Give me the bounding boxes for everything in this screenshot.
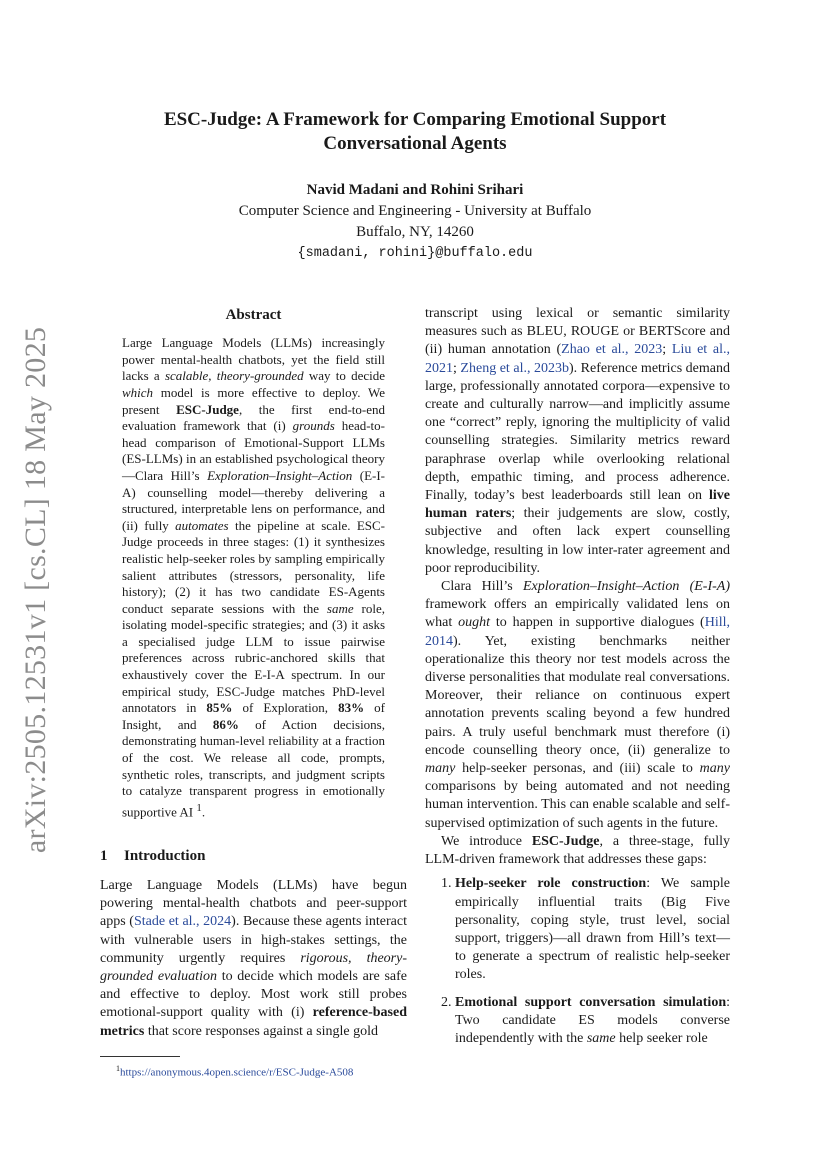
author-block xyxy=(100,180,730,264)
email: {smadani, rohini}@buffalo.edu xyxy=(297,246,533,261)
contribution-list xyxy=(425,875,730,1048)
abstract-text: Large Language Models (LLMs) increasingly power mental-health chatbots, yet the field still lacks a scalable, theory-grounded way to decide which model is more effective to deploy. We present ESC-Judge, the first end-to-end evaluation framework that (i) grounds head-to-head comparison of Emotional-Support LLMs (ES-LLMs) in an established psychological theory—Clara Hill’s Exploration–Insight–Action (E-I-A) counselling model—thereby delivering a structured, interpretable lens on performance, and (ii) fully automates the pipeline at scale. ESC-Judge proceeds in three stages: (1) it synthesizes realistic help-seeker roles by sampling empirically salient attributes (stressors, personality, life history); (2) it has two candidate ES-Agents conduct separate sessions with the same role, isolating model-specific strategies; and (3) it asks a specialised judge LLM to issue pairwise preferences across rubric-anchored skills that exhaustively cover the E-I-A spectrum. In our empirical study, ESC-Judge matches PhD-level annotators in 85% of Exploration, 83% of Insight, and 86% of Action decisions, demonstrating human-level reliability at a fraction of the cost. We release all code, prompts, synthetic roles, transcripts, and judgment scripts to catalyze transparent progress in emotionally supportive AI $^1$. xyxy=(122,335,386,820)
intro-paragraph-1-continued: transcript using lexical or semantic similarity measures such as BLEU, ROUGE or BERTScore and (ii) human annotation (Zhao et al., 2023; Liu et al., 2021; Zheng et al., 2023b). Reference metrics demand large, professionally annotated corpora—expensive to create and culturally narrow—and implicitly assume one “correct” reply, ignoring the multiplicity of valid counselling strategies. Similarity metrics reward paraphrase overlap while overlooking relational depth, empathic timing, and process adherence. Finally, today’s best leaderboards still lean on live human raters; their judgements are slow, costly, subjective and often lack expert counselling knowledge, resulting in low inter-rater agreement and poor reproducibility. xyxy=(425,306,730,576)
arxiv-identifier: arXiv:2505.12531v1 [cs.CL] 18 May 2025 xyxy=(19,326,52,854)
list-item: 2. Emotional support conversation simulation: Two candidate ES models converse independently with the same help seeker role xyxy=(455,994,730,1049)
affiliation: Computer Science and Engineering - University at Buffalo xyxy=(238,203,592,219)
intro-paragraph-2: Clara Hill’s Exploration–Insight–Action (E-I-A) framework offers an empirically validated lens on what ought to happen in supportive dialogues (Hill, 2014). Yet, existing benchmarks neither operationalize this theory nor test models across the diverse personalities that modulate real conversations. Moreover, their reliance on continuous expert annotation prevents scaling beyond a few hundred pairs. A truly useful benchmark must therefore (i) encode counselling theory once, (ii) generalize to many help-seeker personas, and (iii) scale to many comparisons by being automated and not needing human intervention. This can enable scalable and self-supervised optimization of such agents in the future. xyxy=(425,579,731,831)
citation-link[interactable]: Zhao et al., 2023 xyxy=(561,342,663,358)
footnote-link[interactable]: https://anonymous.4open.science/r/ESC-Judge-A508 xyxy=(120,1066,354,1079)
left-column xyxy=(100,306,407,1041)
section-heading-introduction: 1 Introduction xyxy=(100,847,206,864)
citation-link[interactable]: Zheng et al., 2023b xyxy=(460,360,569,376)
list-item: 1. Help-seeker role construction: We sample empirically influential traits (Big Five personality, coping style, trust level, social support, triggers)—all drawn from Hill’s text—to generate a spectrum of realistic help-seeker roles. xyxy=(455,875,730,984)
intro-paragraph-1: Large Language Models (LLMs) have begun powering mental-health chatbots and peer-support apps (Stade et al., 2024). Because these agents interact with vulnerable users in high-stakes settings, the community urgently requires rigorous, theory-grounded evaluation to decide which models are safe and effective to deploy. Most work still probes emotional-support quality with (i) reference-based metrics that score responses against a single gold xyxy=(100,877,408,1039)
footnote-marker: 1 xyxy=(196,801,202,814)
right-column xyxy=(425,305,730,1057)
footnote-rule xyxy=(100,1056,180,1057)
citation-link[interactable]: Liu et al., 2021 xyxy=(425,342,730,376)
address: Buffalo, NY, 14260 xyxy=(356,224,474,240)
abstract-heading: Abstract xyxy=(225,307,282,323)
author-names: Navid Madani and Rohini Srihari xyxy=(306,182,524,198)
citation-link[interactable]: Hill, 2014 xyxy=(425,615,730,649)
citation-link[interactable]: Stade et al., 2024 xyxy=(133,914,232,930)
footnote: $^1$https://anonymous.4open.science/r/ESC-Judge-A508 xyxy=(116,1064,354,1079)
intro-paragraph-3: We introduce ESC-Judge, a three-stage, fully LLM-driven framework that addresses these gaps: xyxy=(425,833,730,868)
paper-title: ESC-Judge: A Framework for Comparing Emotional Support Conversational Agents xyxy=(163,109,667,154)
